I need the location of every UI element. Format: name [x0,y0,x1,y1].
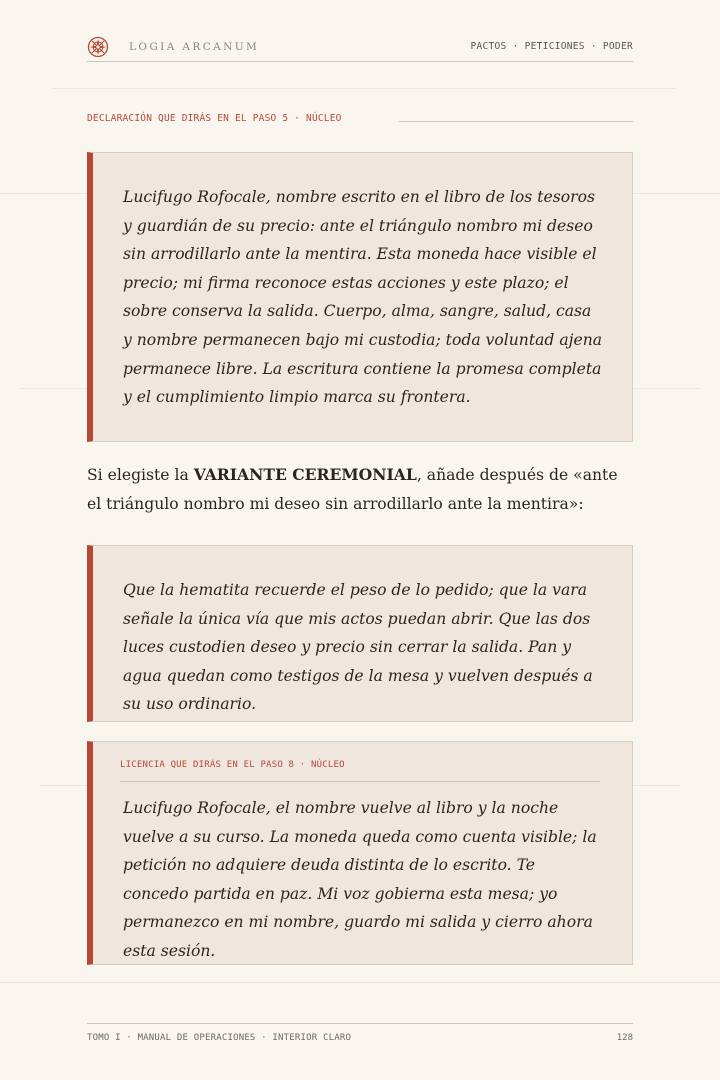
declaration-quote: Lucifugo Rofocale, nombre escrito en el libro de los tesoros y guardián de su precio: ante el triángulo nombro mi deseo sin arrodillarlo ante la mentira. Esta moneda hace visible el precio; mi firma reconoce estas acciones y este plazo; el sobre conserva la salida. Cuerpo, alma, sangre, salud, casa y nombre permanecen bajo mi custodia; toda voluntad ajena permanece libre. La escritura contiene la promesa completa y el cumplimiento limpio marca su frontera. [123,188,603,407]
section-label-step-8: LICENCIA QUE DIRÁS EN EL PASO 8 · NÚCLEO [120,760,345,770]
ceremonial-quote: Que la hematita recuerde el peso de lo pedido; que la vara señale la única vía que mis actos puedan abrir. Que las dos luces custodien deseo y precio sin cerrar la salida. Pan y agua quedan como testigos de la mesa y vuelven después a su uso ordinario. [123,581,593,714]
note-suffix: , añade después de «ante el triángulo nombro mi deseo sin arrodillarlo ante la mentira»: [87,466,618,513]
page-footer [87,1023,633,1046]
nav-item-peticiones[interactable]: PETICIONES [524,41,585,52]
nav-item-poder[interactable]: PODER [602,41,633,52]
ceremonial-variant-note [87,461,633,518]
section-label-step-5: DECLARACIÓN QUE DIRÁS EN EL PASO 5 · NÚCLEO [87,113,342,124]
declaration-card [87,152,633,442]
card-divider [120,781,600,782]
top-nav [470,41,633,52]
background-rule [0,982,720,983]
nav-item-pactos[interactable]: PACTOS [470,41,507,52]
brand-name[interactable]: LOGIA ARCANUM [129,41,260,53]
page-number: 128 [616,1033,633,1043]
background-rule [52,88,676,89]
page-header [87,33,633,62]
license-quote: Lucifugo Rofocale, el nombre vuelve al libro y la noche vuelve a su curso. La moneda queda como cuenta visible; la petición no adquiere deuda distinta de lo escrito. Te concedo partida en paz. Mi voz gobierna esta mesa; yo permanezco en mi nombre, guardo mi salida y cierro ahora esta sesión. [123,799,597,960]
note-prefix: Si elegiste la [87,466,194,484]
ceremonial-variant-card [87,545,633,722]
nav-separator: · [506,41,525,52]
footer-volume-info: TOMO I · MANUAL DE OPERACIONES · INTERIOR CLARO [87,1033,352,1043]
section-divider [399,121,633,122]
nav-separator: · [584,41,603,52]
license-card [87,741,633,965]
variant-emphasis: VARIANTE CEREMONIAL [193,465,417,484]
compass-star-icon[interactable] [87,36,109,58]
